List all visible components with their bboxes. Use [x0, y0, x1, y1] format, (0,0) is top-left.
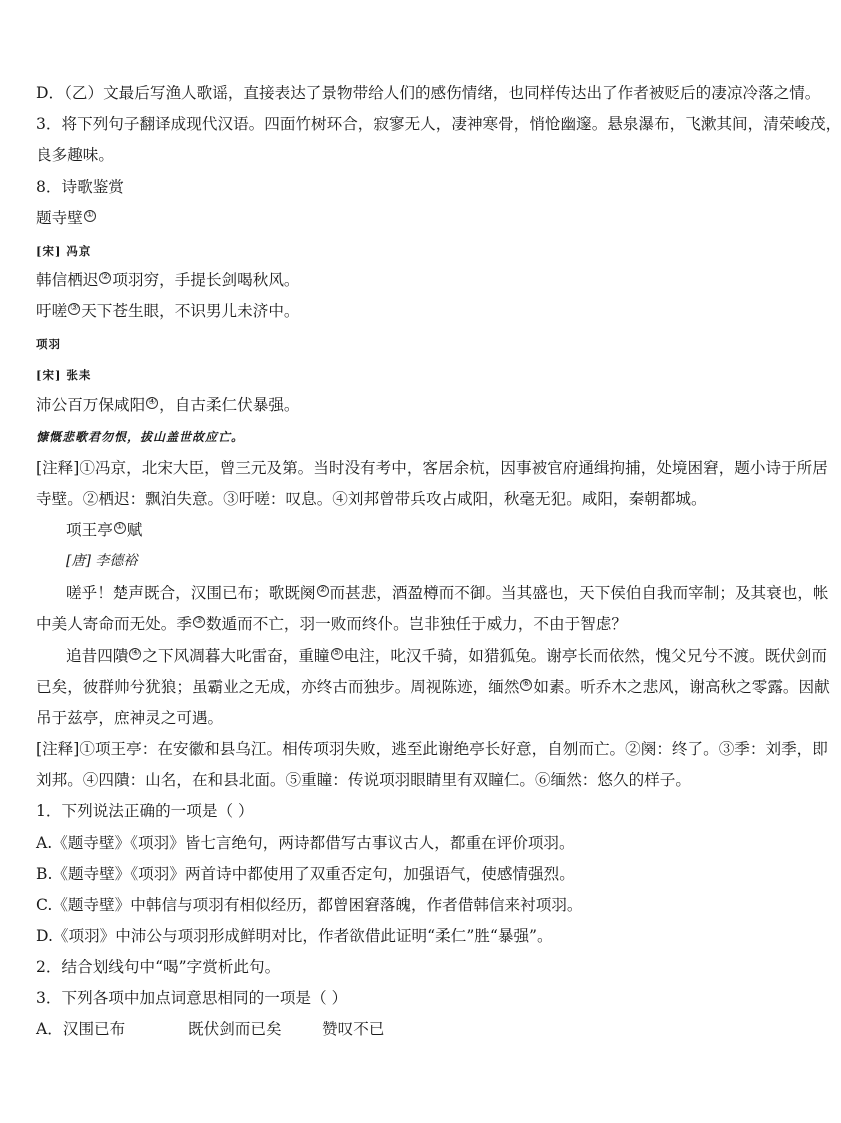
poem1-author: [宋] 冯京 [36, 244, 92, 258]
footnote-marker: ① [115, 521, 124, 532]
note2-line2: 刘邦。④四隤：山名，在和县北面。⑤重瞳：传说项羽眼睛里有双瞳仁。⑥缅然：悠久的样子。 [36, 771, 691, 789]
option-a-item-1: A．汉围已布 [36, 1020, 126, 1038]
option-a-item-3: 赞叹不已 [322, 1020, 385, 1038]
question-3-translate-cont: 良多趣味。 [36, 146, 114, 164]
question-3-stem: 3．下列各项中加点词意思相同的一项是（ ） [36, 989, 348, 1007]
note2-line1: [注释]①项王亭：在安徽和县乌江。相传项羽失败，逃至此谢绝亭长好意，自刎而亡。②阕：终了。③季：刘季，即 [36, 740, 828, 758]
note1-line1: [注释]①冯京，北宋大臣，曾三元及第。当时没有考中，客居余杭，因事被官府通缉拘捕，处境困窘，题小诗于所居 [36, 459, 828, 477]
poem2-title: 项羽 [36, 337, 61, 351]
fu-title: 项王亭 ① 赋 [66, 521, 143, 539]
footnote-marker: ④ [131, 647, 140, 658]
question-1-option-a: A.《题寺壁》《项羽》皆七言绝句，两诗都借写古事议古人，都重在评价项羽。 [36, 834, 575, 852]
footnote-marker: ⑥ [522, 678, 531, 689]
fu-para1-line1: 嗟乎！楚声既合，汉围已布；歌既阕 ② 而甚悲，酒盈樽而不御。当其盛也，天下侯伯自我而宰制；及其衰也，帐 [66, 584, 829, 602]
footnote-marker: ② [101, 271, 110, 282]
fu-author: [唐] 李德裕 [66, 553, 138, 569]
footnote-marker: ② [318, 584, 327, 595]
note1-line2: 寺壁。②栖迟：飘泊失意。③吁嗟：叹息。④刘邦曾带兵攻占咸阳，秋毫无犯。咸阳，秦朝都城。 [36, 490, 707, 508]
option-a-item-2: 既伏剑而已矣 [188, 1020, 282, 1038]
question-3-option-a [36, 1019, 764, 1039]
question-1-option-b: B.《题寺壁》《项羽》两首诗中都使用了双重否定句，加强语气，使感情强烈。 [36, 865, 575, 883]
question-1-option-d: D.《项羽》中沛公与项羽形成鲜明对比，作者欲借此证明“柔仁”胜“暴强”。 [36, 927, 553, 945]
footnote-marker: ③ [194, 615, 203, 626]
poem1-line2: 吁嗟 ③ 天下苍生眼，不识男儿未济中。 [36, 302, 300, 320]
footnote-marker: ④ [148, 396, 157, 407]
question-1-stem: 1．下列说法正确的一项是（ ） [36, 802, 254, 820]
question-1-option-c: C.《题寺壁》中韩信与项羽有相似经历，都曾困窘落魄，作者借韩信来衬项羽。 [36, 896, 583, 914]
footnote-marker: ③ [70, 302, 79, 313]
fu-para1-line2: 中美人寄命而无处。季 ③ 数遁而不亡，羽一败而终仆。岂非独任于威力，不由于智虑？ [36, 615, 627, 633]
question-option-d-prev: D．（乙）文最后写渔人歌谣，直接表达了景物带给人们的感伤情绪，也同样传达出了作者被贬后的凄凉冷落之情。 [36, 84, 821, 102]
question-3-translate: 3．将下列句子翻译成现代汉语。四面竹树环合，寂寥无人，凄神寒骨，悄怆幽邃。悬泉瀑布，飞漱其间，清荣峻茂， [36, 115, 841, 133]
poem2-line1: 沛公百万保咸阳 ④ ，自古柔仁伏暴强。 [36, 396, 300, 414]
fu-para2-line1: 追昔四隤 ④ 之下风凋暮大叱雷奋，重瞳 ⑤ 电注，叱汉千骑，如猎狐兔。谢亭长而依然，愧父兄兮不渡。既伏剑而 [66, 647, 827, 665]
footnote-marker: ⑤ [332, 647, 341, 658]
poem1-line1: 韩信栖迟 ② 项羽穷，手提长剑喝秋风。 [36, 271, 300, 289]
poem2-line2: 慷慨悲歌君勿恨，拔山盖世故应亡。 [36, 430, 245, 444]
section-8-heading: 8．诗歌鉴赏 [36, 178, 124, 196]
fu-para2-line3: 吊于兹亭，庶神灵之可遇。 [36, 709, 224, 727]
fu-para2-line2: 已矣，彼群帅兮犹狼；虽霸业之无成，亦终古而独步。周视陈迹，缅然 ⑥ 如素。听乔木之悲风，谢高秋之零露。因献 [36, 678, 830, 696]
poem1-title: 题寺壁 ① [36, 209, 94, 227]
poem2-author: [宋] 张耒 [36, 368, 92, 382]
question-2-stem: 2．结合划线句中“喝”字赏析此句。 [36, 958, 281, 976]
footnote-marker: ① [85, 209, 94, 220]
